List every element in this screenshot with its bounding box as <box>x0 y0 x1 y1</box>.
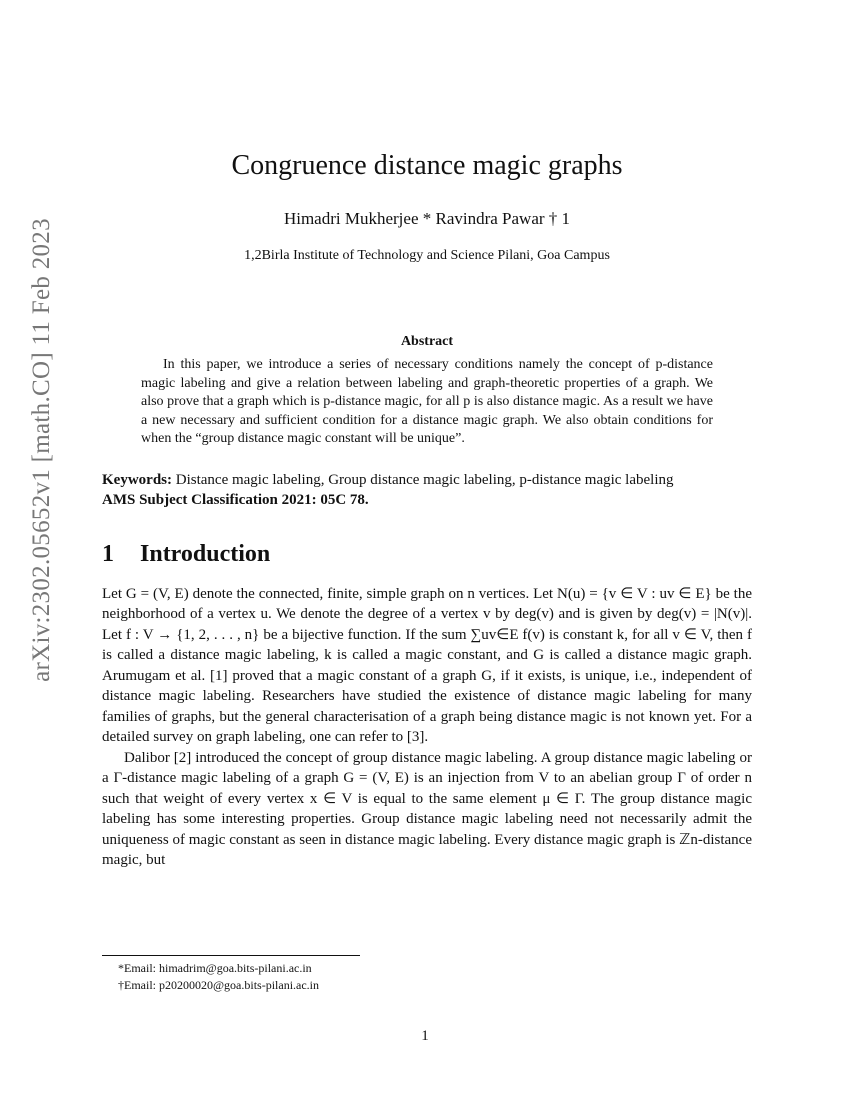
paper-title: Congruence distance magic graphs <box>231 150 623 181</box>
footnote-email-2: †Email: p20200020@goa.bits-pilani.ac.in <box>118 978 320 992</box>
section-title: Introduction <box>140 540 271 567</box>
section-number: 1 <box>102 540 114 567</box>
keywords-text: Distance magic labeling, Group distance magic labeling, p-distance magic labeling <box>175 471 674 488</box>
intro-paragraph-2: Dalibor [2] introduced the concept of group distance magic labeling. A group distance magic labeling or a Γ-distance magic labeling of a graph G = (V, E) is an injection from V to an abelian group Γ of order n such that weight of every vertex x ∈ V is equal to the same element μ ∈ Γ. The group distance magic labeling has some interesting properties. Group distance magic labeling need not necessarily admit the uniqueness of magic constant as seen in distance magic labeling. Every distance magic graph is ℤn-distance magic, but <box>102 749 752 868</box>
keywords-label: Keywords: <box>102 471 172 488</box>
keywords <box>102 471 752 490</box>
paper-page <box>102 150 752 871</box>
ams-classification: AMS Subject Classification 2021: 05C 78. <box>102 491 369 508</box>
paper-authors: Himadri Mukherjee * Ravindra Pawar † 1 <box>283 209 571 228</box>
arxiv-identifier: arXiv:2302.05652v1 [math.CO] 11 Feb 2023 <box>28 218 55 682</box>
paper-affiliation: 1,2Birla Institute of Technology and Science Pilani, Goa Campus <box>244 248 610 263</box>
abstract-heading: Abstract <box>400 334 454 349</box>
footnotes <box>118 960 319 994</box>
section-heading <box>102 541 752 568</box>
intro-paragraph-1: Let G = (V, E) denote the connected, finite, simple graph on n vertices. Let N(u) = {v ∈ V : uv ∈ E} be the neighborhood of a vertex u. We denote the degree of a vertex v by deg(v) and is given by deg(v) = |N(v)|. Let f : V → {1, 2, . . . , n} be a bijective function. If the sum ∑uv∈E f(v) is constant k, for all v ∈ V, then f is called a distance magic labeling, k is called a magic constant, and G is called a distance magic graph. Arumugam et al. [1] proved that a magic constant of a graph G, if it exists, is unique, i.e., independent of distance magic labeling. Researchers have studied the existence of distance magic labeling for many families of graphs, but the general characterisation of a graph being distance magic is not known yet. For a detailed survey on graph labeling, one can refer to [3]. <box>102 585 752 745</box>
footnote-rule <box>102 955 360 956</box>
footnote-email-1: *Email: himadrim@goa.bits-pilani.ac.in <box>118 961 312 975</box>
abstract-body: In this paper, we introduce a series of necessary conditions namely the concept of p-distance magic labeling and give a relation between labeling and graph-theoretic properties of a graph. We also prove that a graph which is p-distance magic, for all p is also distance magic. As a result we have a new necessary and sufficient condition for a distance magic graph. We also obtain conditions for when the “group distance magic constant will be unique”. <box>141 357 713 446</box>
arxiv-sidebar <box>22 218 62 682</box>
page-number: 1 <box>421 1028 429 1044</box>
